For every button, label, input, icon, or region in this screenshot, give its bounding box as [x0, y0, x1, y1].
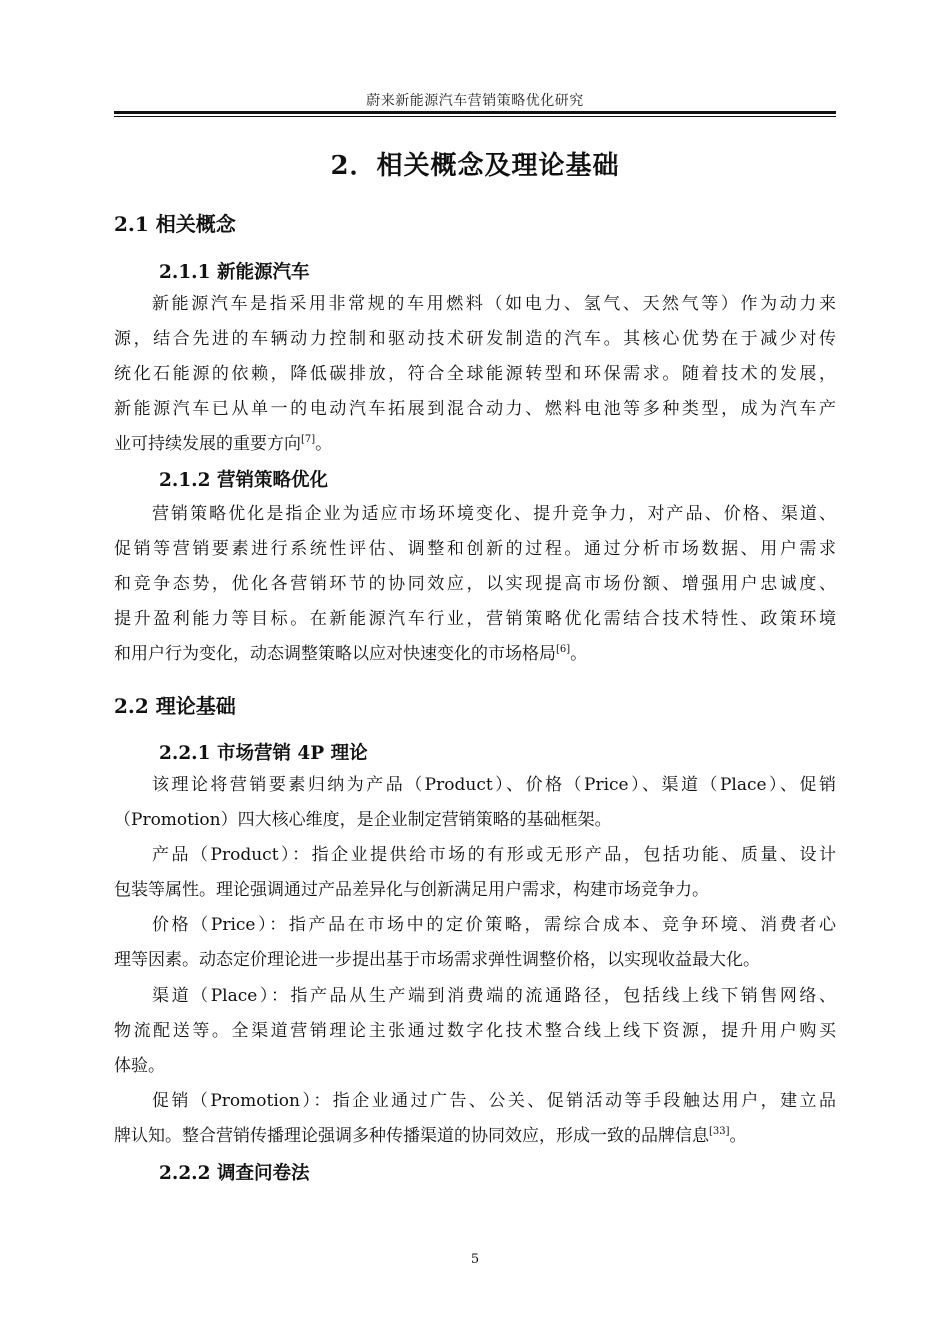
- text-fragment: 业可持续发展的重要方向: [114, 434, 301, 454]
- paragraph-4p-product: [114, 838, 836, 908]
- section-heading-2-1: 2.1 相关概念: [114, 212, 236, 236]
- section-heading-2-2-2: 2.2.2 调查问卷法: [159, 1163, 310, 1184]
- text-line: 统化石能源的依赖，降低碳排放，符合全球能源转型和环保需求。随着技术的发展，: [114, 364, 836, 384]
- text-line: 营销策略优化是指企业为适应市场环境变化、提升竞争力，对产品、价格、渠道、: [152, 504, 836, 524]
- section-heading-2-2-1: 2.2.1 市场营销 4P 理论: [159, 743, 368, 764]
- paragraph-marketing-optimization: [114, 497, 836, 672]
- text-fragment: 。: [570, 644, 588, 664]
- text-line: 渠道（Place）：指产品从生产端到消费端的流通路径，包括线上线下销售网络、: [152, 986, 836, 1006]
- text-line: 促销（Promotion）：指企业通过广告、公关、促销活动等手段触达用户，建立品: [152, 1091, 836, 1111]
- paragraph-4p-promotion: [114, 1084, 836, 1154]
- header-rule-thick: [114, 111, 836, 114]
- section-heading-2-2: 2.2 理论基础: [114, 694, 236, 718]
- text-line-last: 包装等属性。理论强调通过产品差异化与创新满足用户需求，构建市场竞争力。: [114, 880, 709, 900]
- section-heading-2-1-2: 2.1.2 营销策略优化: [159, 470, 328, 491]
- paragraph-4p-place: [114, 979, 836, 1084]
- text-line-last: 体验。: [114, 1056, 165, 1076]
- text-line-last: [114, 1119, 836, 1154]
- paragraph-new-energy-vehicle: [114, 287, 836, 462]
- text-line: 促销等营销要素进行系统性评估、调整和创新的过程。通过分析市场数据、用户需求: [114, 539, 836, 559]
- text-fragment: 。: [315, 434, 333, 454]
- citation-ref: [6]: [556, 644, 571, 655]
- text-line-last: 理等因素。动态定价理论进一步提出基于市场需求弹性调整价格，以实现收益最大化。: [114, 950, 760, 970]
- citation-ref: [33]: [709, 1126, 730, 1137]
- text-line: 提升盈利能力等目标。在新能源汽车行业，营销策略优化需结合技术特性、政策环境: [114, 609, 836, 629]
- text-fragment: 和用户行为变化，动态调整策略以应对快速变化的市场格局: [114, 644, 556, 664]
- paragraph-4p-intro: [114, 768, 836, 838]
- text-line-last: （Promotion）四大核心维度，是企业制定营销策略的基础框架。: [114, 810, 612, 830]
- header-rule-thin: [114, 116, 836, 117]
- text-line-last: [114, 637, 836, 672]
- text-line: 物流配送等。全渠道营销理论主张通过数字化技术整合线上线下资源，提升用户购买: [114, 1021, 836, 1041]
- text-line: 新能源汽车是指采用非常规的车用燃料（如电力、氢气、天然气等）作为动力来: [152, 294, 836, 314]
- paragraph-4p-price: [114, 908, 836, 978]
- running-header: 蔚来新能源汽车营销策略优化研究: [366, 93, 584, 109]
- chapter-title: 2．相关概念及理论基础: [330, 151, 620, 181]
- text-line: 价格（Price）：指产品在市场中的定价策略，需综合成本、竞争环境、消费者心: [152, 915, 836, 935]
- text-fragment: 。: [729, 1126, 747, 1146]
- text-line: 和竞争态势，优化各营销环节的协同效应，以实现提高市场份额、增强用户忠诚度、: [114, 574, 836, 594]
- text-line-last: [114, 427, 836, 462]
- text-line: 新能源汽车已从单一的电动汽车拓展到混合动力、燃料电池等多种类型，成为汽车产: [114, 399, 836, 419]
- text-line: 源，结合先进的车辆动力控制和驱动技术研发制造的汽车。其核心优势在于减少对传: [114, 329, 836, 349]
- citation-ref: [7]: [301, 434, 316, 445]
- text-fragment: 牌认知。整合营销传播理论强调多种传播渠道的协同效应，形成一致的品牌信息: [114, 1126, 709, 1146]
- text-line: 产品（Product）：指企业提供给市场的有形或无形产品，包括功能、质量、设计: [152, 845, 836, 865]
- section-heading-2-1-1: 2.1.1 新能源汽车: [159, 262, 310, 283]
- text-line: 该理论将营销要素归纳为产品（Product）、价格（Price）、渠道（Place）、促销: [152, 775, 836, 795]
- page-number: 5: [470, 1252, 480, 1267]
